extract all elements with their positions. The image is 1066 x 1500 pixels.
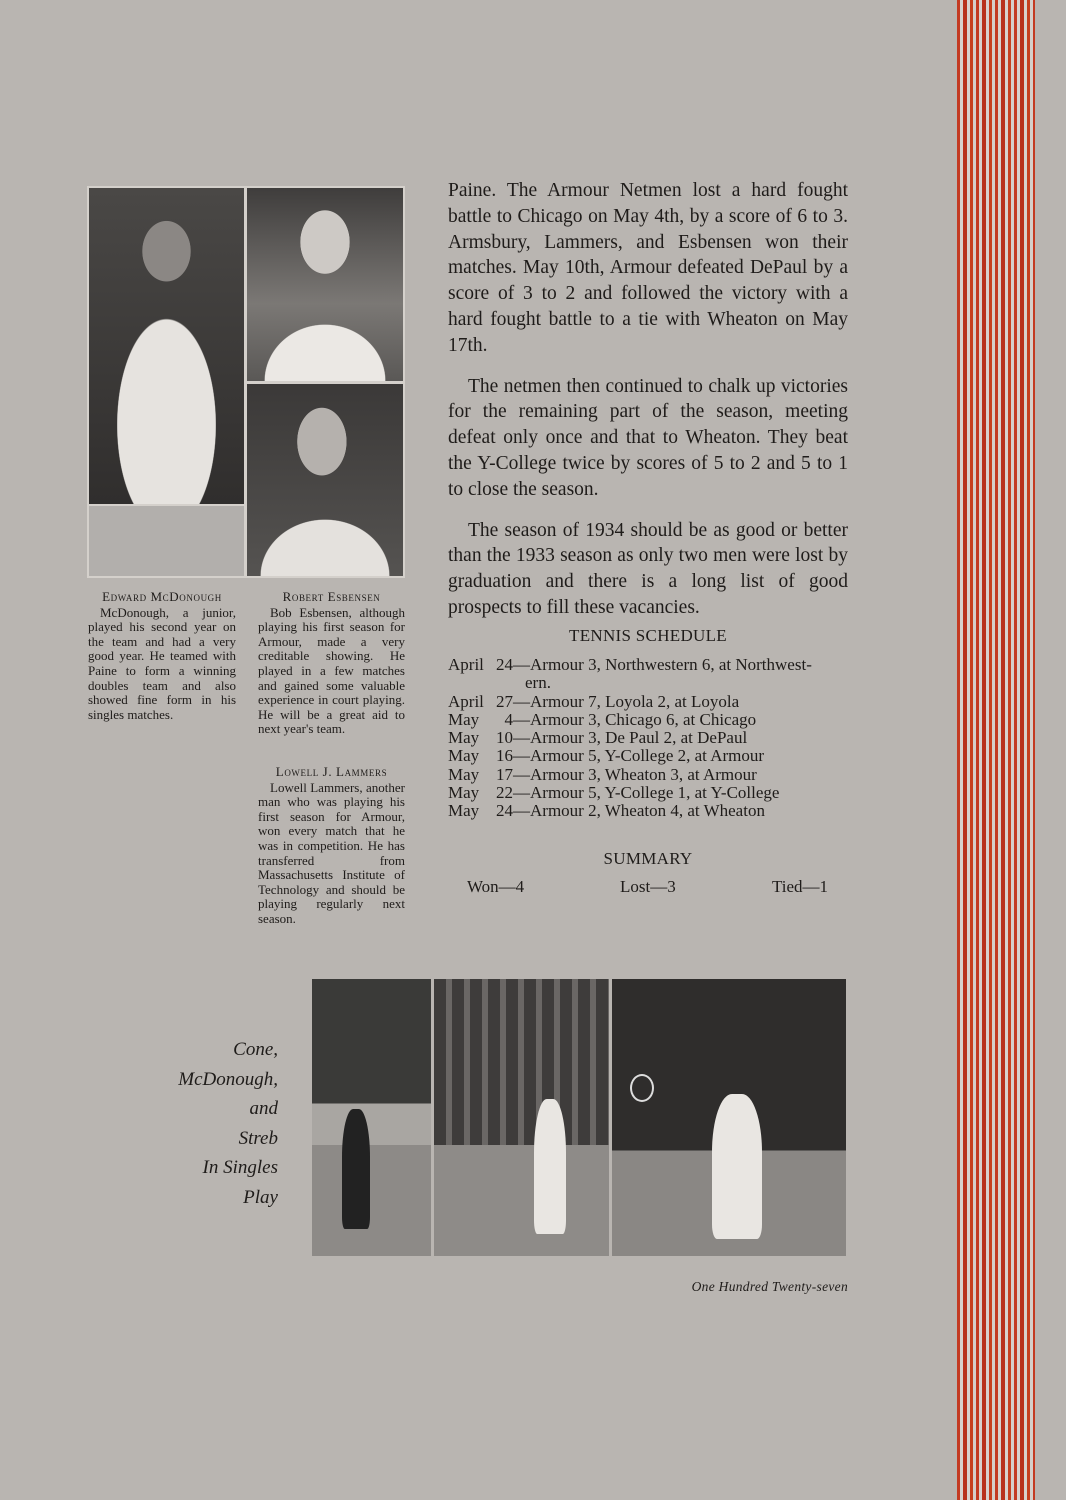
schedule-result: —Armour 3, Northwestern 6, at Northwest- — [513, 655, 812, 674]
action-photo-cone — [312, 979, 431, 1256]
bio-lowell-lammers — [258, 765, 405, 927]
schedule-month: May — [448, 709, 480, 729]
bio-name: Edward McDonough — [102, 589, 222, 604]
portrait-lowell-lammers — [247, 384, 403, 576]
schedule-month: May — [448, 764, 480, 784]
caption-line: McDonough, — [178, 1068, 278, 1090]
caption-line: and — [249, 1098, 278, 1120]
schedule-month: May — [448, 728, 480, 748]
schedule-day: 4 — [504, 709, 513, 729]
schedule-row — [448, 747, 858, 765]
schedule-month: May — [448, 801, 480, 821]
player-figure — [712, 1094, 762, 1239]
schedule-result: —Armour 2, Wheaton 4, at Wheaton — [513, 801, 765, 821]
schedule-continuation: ern. — [525, 673, 551, 693]
action-photo-mcdonough — [434, 979, 609, 1256]
article-body — [448, 178, 848, 636]
caption-line: Cone, — [233, 1039, 278, 1060]
action-photo-streb — [612, 979, 846, 1256]
schedule-row — [448, 711, 858, 729]
bio-name: Lowell J. Lammers — [275, 764, 388, 779]
schedule-month: May — [448, 746, 480, 766]
portrait-blank-panel — [89, 506, 244, 576]
schedule-result: —Armour 3, Wheaton 3, at Armour — [513, 764, 757, 784]
schedule-month: April — [448, 655, 484, 674]
schedule-day: 24 — [496, 655, 513, 674]
page-number: One Hundred Twenty-seven — [691, 1279, 848, 1294]
schedule-day: 27 — [496, 691, 513, 711]
summary-tied: Tied—1 — [772, 877, 829, 896]
schedule-month: May — [448, 783, 480, 803]
schedule-title: TENNIS SCHEDULE — [569, 626, 727, 645]
photo-caption — [150, 1035, 278, 1213]
decorative-red-stripes — [957, 0, 1035, 1500]
schedule-result: —Armour 3, De Paul 2, at DePaul — [513, 728, 748, 748]
tennis-racket-icon — [630, 1074, 654, 1102]
schedule-row — [448, 784, 858, 802]
schedule-row — [448, 656, 858, 674]
summary-title: SUMMARY — [603, 849, 693, 868]
schedule-result: —Armour 7, Loyola 2, at Loyola — [513, 691, 740, 711]
article-paragraph: The netmen then continued to chalk up victories for the remaining part of the season, meeting defeat only once and that to Wheaton. They beat the Y-College twice by scores of 5 to 2 and 5 to 1 to close the season. — [448, 375, 848, 500]
portrait-robert-esbensen — [247, 188, 403, 381]
caption-line: Streb — [238, 1127, 278, 1149]
article-paragraph: The season of 1934 should be as good or better than the 1933 season as only two men were lost by graduation and there is a long list of good prospects to fill these vacancies. — [448, 519, 848, 618]
schedule-row — [448, 693, 858, 711]
bio-text: Bob Esbensen, although playing his first season for Armour, made a very creditable showing. He played in a few matches and gained some valuable experience in court playing. He will be a great aid to next year's team. — [258, 604, 405, 737]
schedule-day: 17 — [496, 764, 513, 784]
caption-line: Play — [243, 1186, 278, 1208]
schedule-day: 16 — [496, 746, 513, 766]
bio-text: McDonough, a junior, played his second year on the team and had a very good year. He teamed with Paine to form a winning doubles team and also showed fine form in his singles matches. — [88, 604, 236, 722]
bio-edward-mcdonough — [88, 590, 236, 722]
tennis-schedule — [448, 656, 858, 821]
article-paragraph: Paine. The Armour Netmen lost a hard fought battle to Chicago on May 4th, by a score of 6 to 3. Armsbury, Lammers, and Esbensen won their matches. May 10th, Armour defeated DePaul by a score of 3 to 2 and followed the victory with a hard fought battle to a tie with Wheaton on May 17th. — [448, 180, 848, 356]
bio-text: Lowell Lammers, another man who was playing his first season for Armour, won every match that he was in competition. He has transferred from Massachusetts Institute of Technology and should be playing regularly next season. — [258, 779, 405, 926]
schedule-day: 10 — [496, 728, 513, 748]
player-figure — [534, 1099, 566, 1234]
schedule-day: 22 — [496, 783, 513, 803]
summary-lost: Lost—3 — [620, 877, 676, 896]
bio-robert-esbensen — [258, 590, 405, 737]
schedule-row — [448, 729, 858, 747]
player-figure — [342, 1109, 370, 1229]
schedule-result: —Armour 5, Y-College 1, at Y-College — [513, 783, 780, 803]
caption-line: In Singles — [202, 1157, 278, 1179]
schedule-row — [448, 766, 858, 784]
summary-won: Won—4 — [467, 877, 525, 896]
schedule-result: —Armour 3, Chicago 6, at Chicago — [513, 709, 757, 729]
portrait-edward-mcdonough — [89, 188, 244, 504]
schedule-month: April — [448, 691, 484, 711]
schedule-day: 24 — [496, 801, 513, 821]
schedule-row — [448, 802, 858, 820]
bio-name: Robert Esbensen — [282, 589, 381, 604]
schedule-row-continuation — [448, 674, 858, 692]
schedule-result: —Armour 5, Y-College 2, at Armour — [513, 746, 765, 766]
